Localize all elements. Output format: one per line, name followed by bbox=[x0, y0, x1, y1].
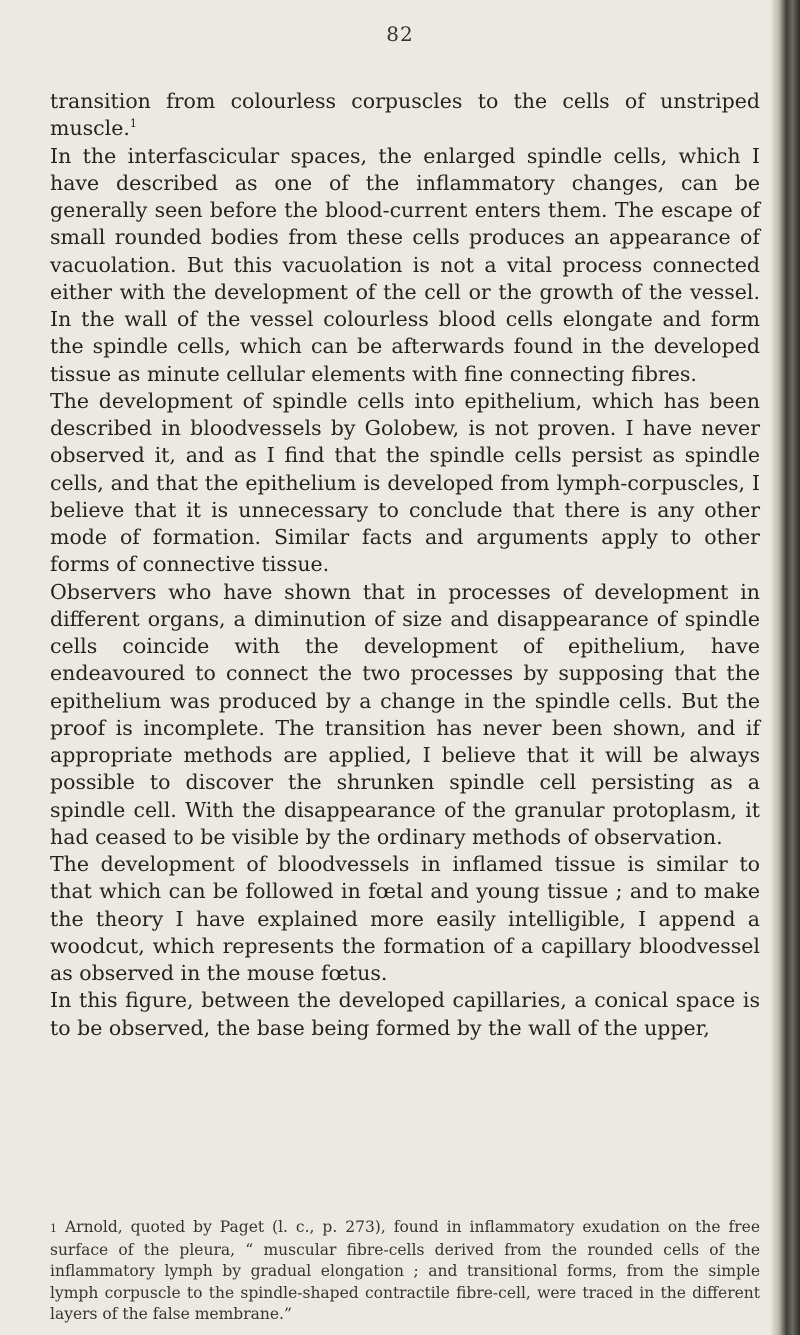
paragraph-2: In the interfascicular spaces, the enlarged spindle cells, which I have described as one of the inflammatory changes, can be generally seen before the blood-current enters them. The escape of small rounded bodies from these cells produces an appearance of vacuolation. But this vacuolation is not a vital process connected either with the development of the cell or the growth of the vessel. In the wall of the vessel colourless blood cells elongate and form the spindle cells, which can be afterwards found in the developed tissue as minute cellular elements with fine connecting fibres. bbox=[50, 143, 760, 386]
paragraph-5: The development of bloodvessels in inflamed tissue is similar to that which can be followed in fœtal and young tissue ; and to make the theory I have explained more easily intelligible, I append a woodcut, which represents the formation of a capillary bloodvessel as observed in the mouse fœtus. bbox=[50, 852, 760, 985]
footnote-reference: 1 bbox=[129, 117, 137, 131]
footnote-marker: 1 bbox=[50, 1222, 57, 1235]
paragraph-6: In this figure, between the developed capillaries, a conical space is to be observed, the base being formed by the wall of the upper, bbox=[50, 988, 760, 1040]
footnote bbox=[50, 1217, 760, 1326]
footnote-text: Arnold, quoted by Paget (l. c., p. 273), found in inflammatory exudation on the free surface of the pleura, “ muscular fibre-cells derived from the rounded cells of the inflammatory lymph by gradual elongation ; and transitional forms, from the simple lymph corpuscle to the spindle-shaped contractile fibre-cell, were traced in the different layers of the false membrane.” bbox=[50, 1218, 760, 1323]
page-edge-shadow bbox=[770, 0, 800, 1335]
paragraph-3: The development of spindle cells into epithelium, which has been described in bloodvessels by Golobew, is not proven. I have never observed it, and as I find that the spindle cells persist as spindle cells, and that the epithelium is developed from lymph-corpuscles, I believe that it is unnecessary to conclude that there is any other mode of formation. Similar facts and arguments apply to other forms of connective tissue. bbox=[50, 388, 760, 577]
paragraph-1-text: transition from colourless corpuscles to the cells of unstriped muscle. bbox=[50, 89, 760, 141]
paragraph-4: Observers who have shown that in processes of development in different organs, a diminution of size and disappearance of spindle cells coincide with the development of epithelium, have endeavoured to connect the two processes by supposing that the epithelium was produced by a change in the spindle cells. But the proof is incomplete. The transition has never been shown, and if appropriate methods are applied, I believe that it will be always possible to discover the shrunken spindle cell persisting as a spindle cell. With the disappearance of the granular protoplasm, it had ceased to be visible by the ordinary methods of observation. bbox=[50, 579, 760, 849]
paragraph-1 bbox=[50, 88, 760, 143]
page-number: 82 bbox=[386, 22, 414, 46]
body-text bbox=[50, 88, 760, 1042]
